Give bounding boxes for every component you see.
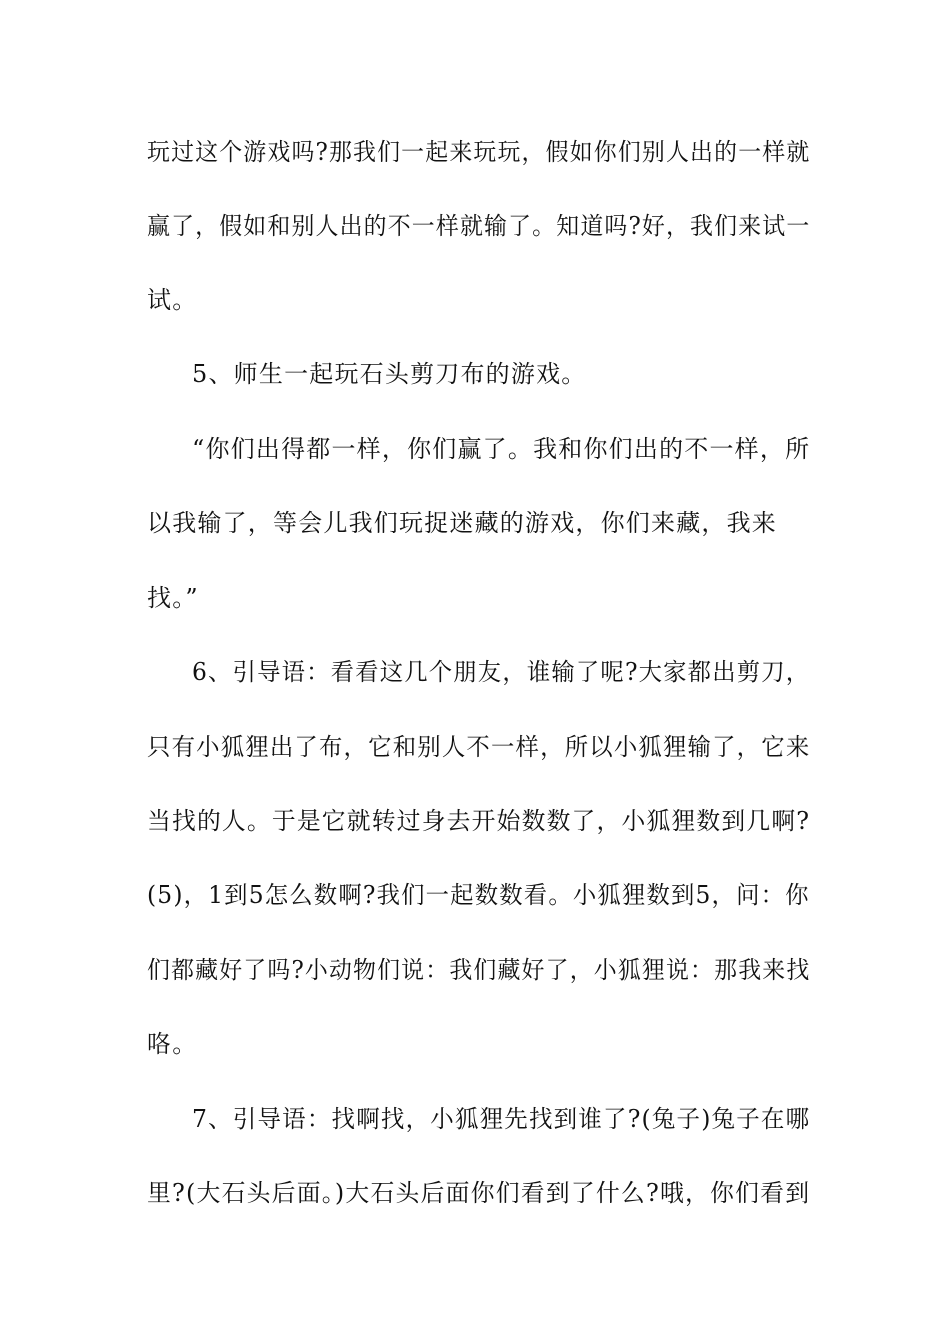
paragraph-line: 6、引导语：看看这几个朋友，谁输了呢?大家都出剪刀，	[192, 658, 811, 686]
paragraph-line: “你们出得都一样，你们赢了。我和你们出的不一样，所	[192, 435, 811, 463]
paragraph-line: 试。	[147, 286, 198, 314]
paragraph-line: 玩过这个游戏吗?那我们一起来玩玩，假如你们别人出的一样就	[147, 138, 811, 166]
paragraph-line: 找。”	[147, 584, 199, 612]
paragraph-line: 们都藏好了吗?小动物们说：我们藏好了，小狐狸说：那我来找	[147, 956, 811, 984]
paragraph-line: 当找的人。于是它就转过身去开始数数了，小狐狸数到几啊?	[147, 807, 811, 835]
paragraph-line: 赢了，假如和别人出的不一样就输了。知道吗?好，我们来试一	[147, 212, 811, 240]
paragraph-line: 咯。	[147, 1030, 198, 1058]
paragraph-line: 里?(大石头后面。)大石头后面你们看到了什么?哦，你们看到	[147, 1179, 811, 1207]
paragraph-line: 以我输了，等会儿我们玩捉迷藏的游戏，你们来藏，我来	[147, 509, 777, 537]
paragraph-line: 7、引导语：找啊找，小狐狸先找到谁了?(兔子)兔子在哪	[192, 1105, 811, 1133]
paragraph-line: (5)，1到5怎么数啊?我们一起数数看。小狐狸数到5，问：你	[147, 881, 810, 909]
paragraph-line: 只有小狐狸出了布，它和别人不一样，所以小狐狸输了，它来	[147, 733, 811, 761]
paragraph-line: 5、师生一起玩石头剪刀布的游戏。	[192, 360, 587, 388]
